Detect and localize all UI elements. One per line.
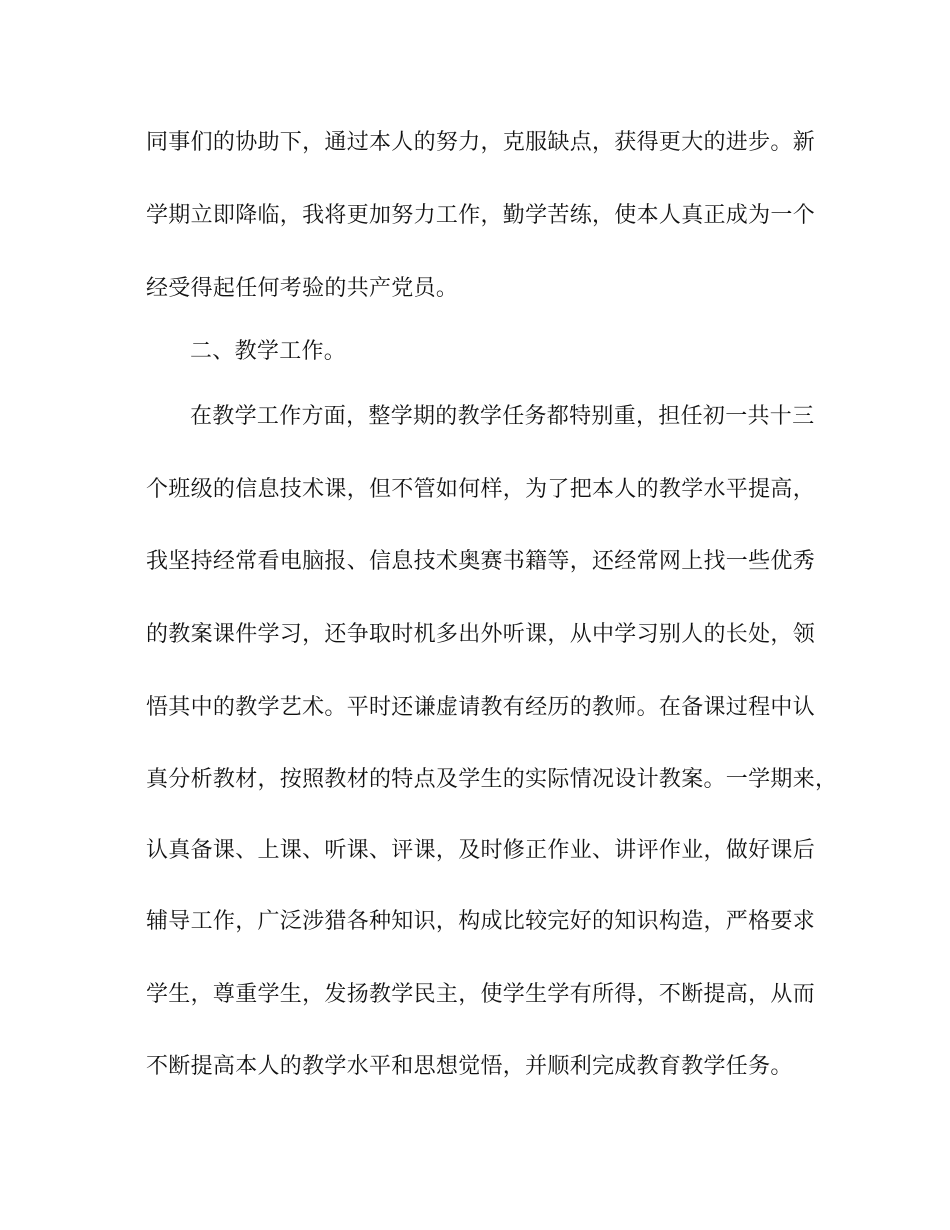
section-heading: 二、教学工作。 bbox=[190, 339, 347, 364]
paragraph-line: 真分析教材，按照教材的特点及学生的实际情况设计教案。一学期来， bbox=[146, 767, 838, 792]
paragraph-line: 悟其中的教学艺术。平时还谦虚请教有经历的教师。在备课过程中认 bbox=[146, 695, 816, 720]
paragraph-line: 的教案课件学习，还争取时机多出外听课，从中学习别人的长处，领 bbox=[146, 622, 816, 647]
paragraph-line: 不断提高本人的教学水平和思想觉悟，并顺利完成教育教学任务。 bbox=[146, 1054, 793, 1079]
paragraph-line: 在教学工作方面，整学期的教学任务都特别重，担任初一共十三 bbox=[190, 404, 815, 429]
paragraph-line: 学生，尊重学生，发扬教学民主，使学生学有所得，不断提高，从而 bbox=[146, 982, 816, 1007]
paragraph-line: 学期立即降临，我将更加努力工作，勤学苦练，使本人真正成为一个 bbox=[146, 203, 816, 228]
paragraph-line: 我坚持经常看电脑报、信息技术奥赛书籍等，还经常网上找一些优秀 bbox=[146, 549, 816, 574]
paragraph-line: 经受得起任何考验的共产党员。 bbox=[146, 276, 459, 301]
paragraph-line: 辅导工作，广泛涉猎各种知识，构成比较完好的知识构造，严格要求 bbox=[146, 909, 816, 934]
paragraph-line: 认真备课、上课、听课、评课，及时修正作业、讲评作业，做好课后 bbox=[146, 838, 816, 863]
paragraph-line: 个班级的信息技术课，但不管如何样，为了把本人的教学水平提高， bbox=[146, 477, 816, 502]
paragraph-line: 同事们的协助下，通过本人的努力，克服缺点，获得更大的进步。新 bbox=[146, 130, 816, 155]
